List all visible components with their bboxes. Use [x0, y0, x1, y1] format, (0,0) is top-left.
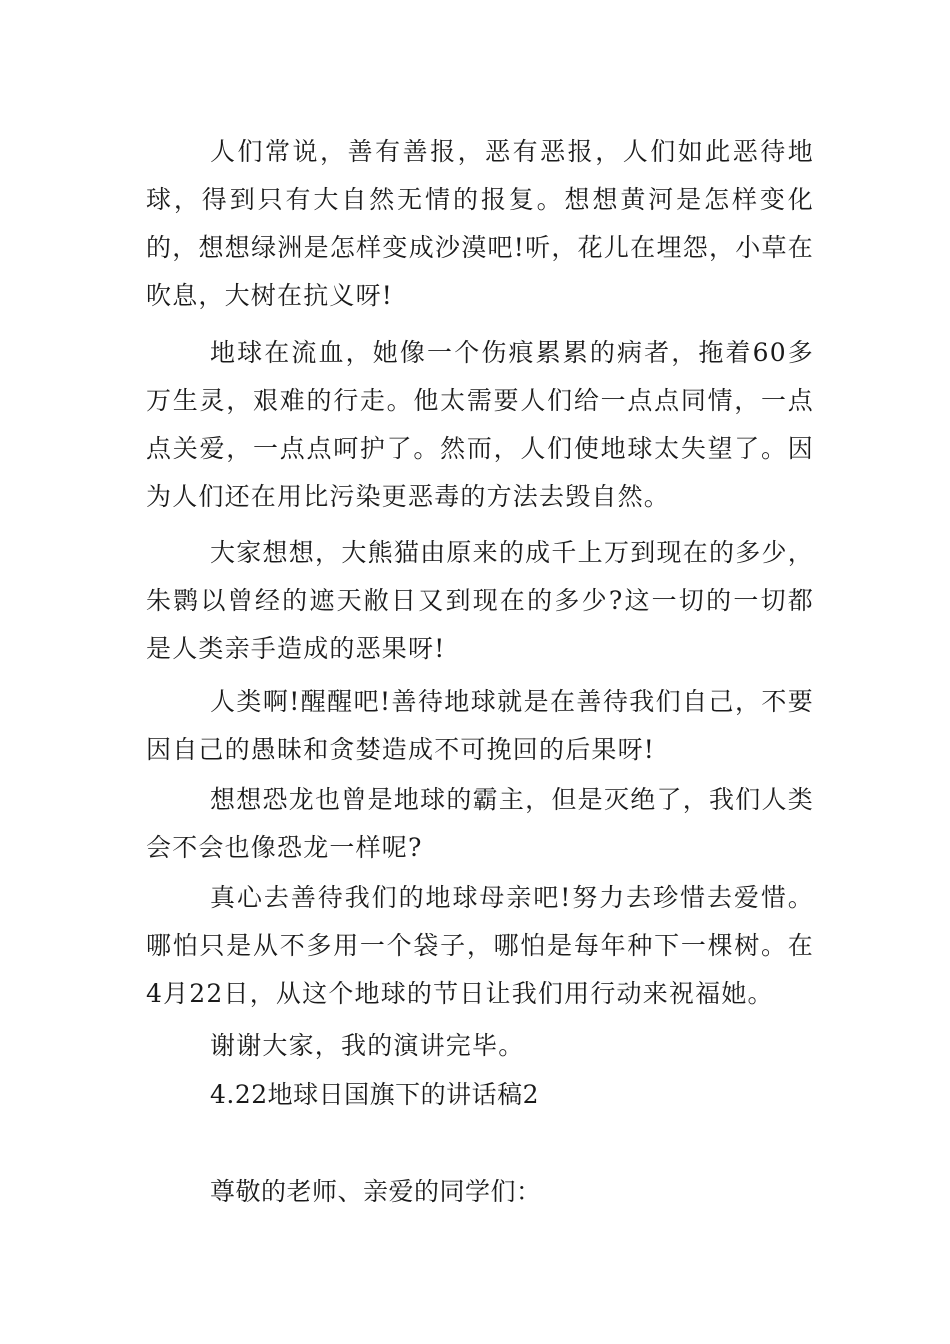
paragraph-1: 人们常说，善有善报，恶有恶报，人们如此恶待地球，得到只有大自然无情的报复。想想黄河是怎样变化的，想想绿洲是怎样变成沙漠吧!听，花儿在埋怨，小草在吹息，大树在抗义呀! [146, 137, 814, 310]
section-title: 4.22地球日国旗下的讲话稿2 [210, 1080, 540, 1109]
salutation: 尊敬的老师、亲爱的同学们： [210, 1177, 542, 1206]
paragraph-6: 真心去善待我们的地球母亲吧!努力去珍惜去爱惜。哪怕只是从不多用一个袋子，哪怕是每年种下一棵树。在4月22日，从这个地球的节日让我们用行动来祝福她。 [146, 883, 814, 1008]
paragraph-3: 大家想想，大熊猫由原来的成千上万到现在的多少，朱鹮以曾经的遮天敝日又到现在的多少?这一切的一切都是人类亲手造成的恶果呀! [146, 538, 814, 663]
closing-remark: 谢谢大家，我的演讲完毕。 [210, 1031, 525, 1060]
paragraph-5: 想想恐龙也曾是地球的霸主，但是灭绝了，我们人类会不会也像恐龙一样呢? [146, 785, 814, 862]
paragraph-4: 人类啊!醒醒吧!善待地球就是在善待我们自己，不要因自己的愚昧和贪婪造成不可挽回的后果呀! [146, 687, 814, 764]
paragraph-2: 地球在流血，她像一个伤痕累累的病者，拖着60多万生灵，艰难的行走。他太需要人们给一点点同情，一点点关爱，一点点呵护了。然而，人们使地球太失望了。因为人们还在用比污染更恶毒的方法去毁自然。 [146, 338, 814, 511]
